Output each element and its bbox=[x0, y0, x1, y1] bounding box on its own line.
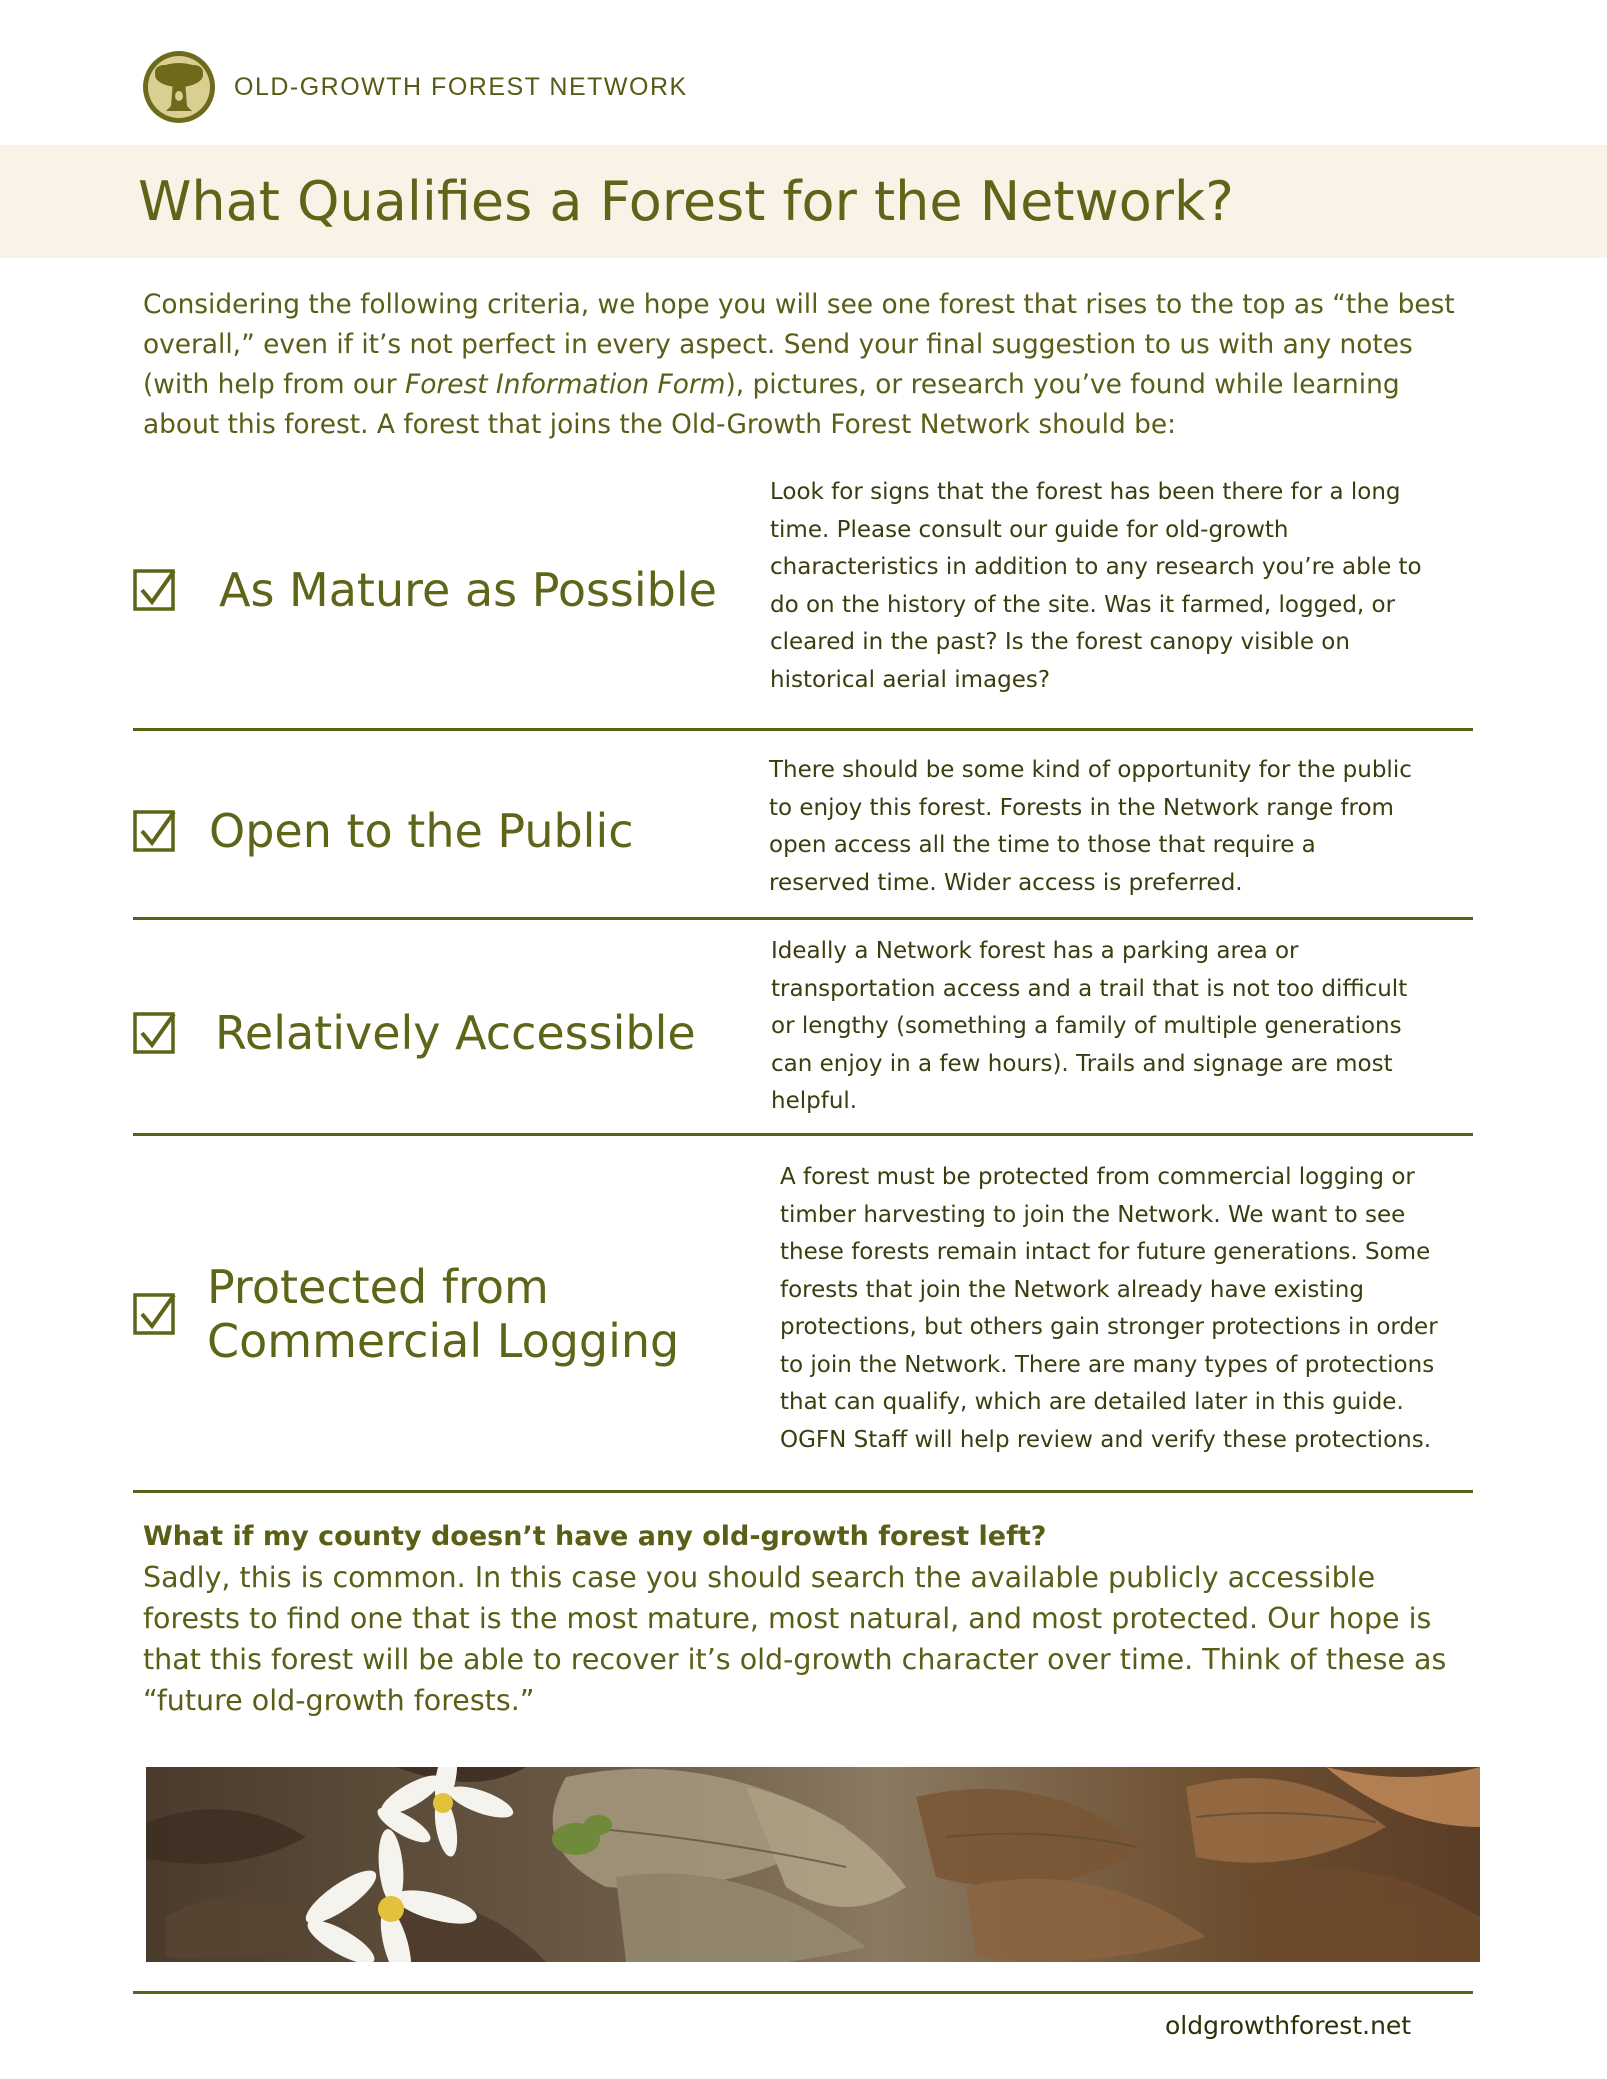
description-line: protections, but others gain stronger protections in order bbox=[780, 1314, 1438, 1340]
description-line: A forest must be protected from commercial logging or bbox=[780, 1164, 1415, 1190]
criterion-mature bbox=[133, 470, 1473, 710]
description-line: do on the history of the site. Was it farmed, logged, or bbox=[770, 591, 1396, 618]
criterion-description bbox=[780, 1159, 1438, 1459]
description-line: time. Please consult our guide for old-growth bbox=[770, 516, 1289, 543]
org-name: OLD-GROWTH FOREST NETWORK bbox=[234, 72, 688, 101]
checkbox-checked-icon bbox=[133, 1292, 177, 1336]
criterion-heading bbox=[133, 1159, 763, 1469]
description-line: open access all the time to those that require a bbox=[769, 832, 1316, 858]
criterion-title-line: Protected from bbox=[207, 1260, 549, 1314]
page-title: What Qualifies a Forest for the Network? bbox=[138, 170, 1234, 233]
criterion-title bbox=[215, 1006, 696, 1060]
criterion-heading bbox=[133, 470, 763, 710]
description-line: Look for signs that the forest has been there for a long bbox=[770, 479, 1401, 505]
footer-divider bbox=[133, 1991, 1473, 1994]
criterion-public bbox=[133, 748, 1473, 914]
criterion-title-line: Open to the Public bbox=[209, 804, 634, 858]
description-line: transportation access and a trail that is not too difficult bbox=[771, 975, 1408, 1002]
checkbox-checked-icon bbox=[133, 809, 177, 853]
criterion-title-line: Commercial Logging bbox=[207, 1314, 680, 1368]
checkbox-checked-icon bbox=[133, 1011, 177, 1055]
description-line: characteristics in addition to any research you’re able to bbox=[770, 554, 1422, 580]
criterion-heading bbox=[133, 933, 763, 1133]
description-line: that can qualify, which are detailed later in this guide. bbox=[780, 1389, 1404, 1415]
criterion-title bbox=[207, 1260, 679, 1368]
criterion-title-line: Relatively Accessible bbox=[215, 1006, 696, 1060]
criterion-title-line: As Mature as Possible bbox=[219, 563, 717, 617]
description-line: cleared in the past? Is the forest canopy visible on bbox=[770, 629, 1350, 655]
description-line: or lengthy (something a family of multiple generations bbox=[771, 1013, 1402, 1039]
intro-text-start: Considering the following criteria, we hope you will see one forest that rises to the top as “the best overall,” even if it’s not perfect in every aspect. Send your final suggestion to us with any notes (with help from our bbox=[143, 289, 1455, 400]
description-line: Ideally a Network forest has a parking area or bbox=[771, 938, 1299, 964]
criterion-protected bbox=[133, 1159, 1473, 1469]
criterion-description bbox=[769, 752, 1412, 902]
divider bbox=[133, 917, 1473, 920]
description-line: can enjoy in a few hours). Trails and signage are most bbox=[771, 1050, 1393, 1077]
divider bbox=[133, 728, 1473, 731]
description-line: There should be some kind of opportunity for the public bbox=[769, 757, 1412, 783]
divider bbox=[133, 1490, 1473, 1493]
checkbox-checked-icon bbox=[133, 568, 177, 612]
website-url[interactable]: oldgrowthforest.net bbox=[1165, 2011, 1412, 2040]
intro-paragraph bbox=[143, 285, 1478, 445]
faq-answer: Sadly, this is common. In this case you should search the available publicly accessible forests to find one that is the most mature, most natural, and most protected. Our hope is that this forest will be able to recover it’s old-growth character over time. Think of these as “future old-growth forests.” bbox=[143, 1561, 1447, 1717]
description-line: helpful. bbox=[771, 1088, 858, 1114]
description-line: forests that join the Network already have existing bbox=[780, 1276, 1364, 1303]
description-line: these forests remain intact for future generations. Some bbox=[780, 1239, 1431, 1265]
description-line: timber harvesting to join the Network. We want to see bbox=[780, 1201, 1406, 1228]
title-band bbox=[0, 145, 1607, 258]
description-line: historical aerial images? bbox=[770, 666, 1051, 693]
criterion-title bbox=[209, 804, 634, 858]
header bbox=[142, 50, 688, 124]
tree-logo-icon bbox=[142, 50, 216, 124]
forest-floor-photo bbox=[146, 1767, 1480, 1962]
forest-information-form-ref: Forest Information Form bbox=[405, 369, 726, 400]
criterion-accessible bbox=[133, 933, 1473, 1133]
description-line: reserved time. Wider access is preferred. bbox=[769, 869, 1243, 896]
criterion-title bbox=[219, 563, 717, 617]
intro-text-end: ), pictures, or research you’ve found while learning about this forest. A forest that joins the Old-Growth Forest Network should be: bbox=[143, 369, 1400, 440]
description-line: OGFN Staff will help review and verify these protections. bbox=[780, 1426, 1432, 1453]
divider bbox=[133, 1133, 1473, 1136]
faq-heading: What if my county doesn’t have any old-growth forest left? bbox=[143, 1521, 1047, 1552]
criterion-description bbox=[771, 933, 1407, 1121]
description-line: to enjoy this forest. Forests in the Network range from bbox=[769, 794, 1394, 821]
description-line: to join the Network. There are many types of protections bbox=[780, 1351, 1435, 1378]
criterion-heading bbox=[133, 748, 763, 914]
criterion-description bbox=[770, 474, 1422, 699]
